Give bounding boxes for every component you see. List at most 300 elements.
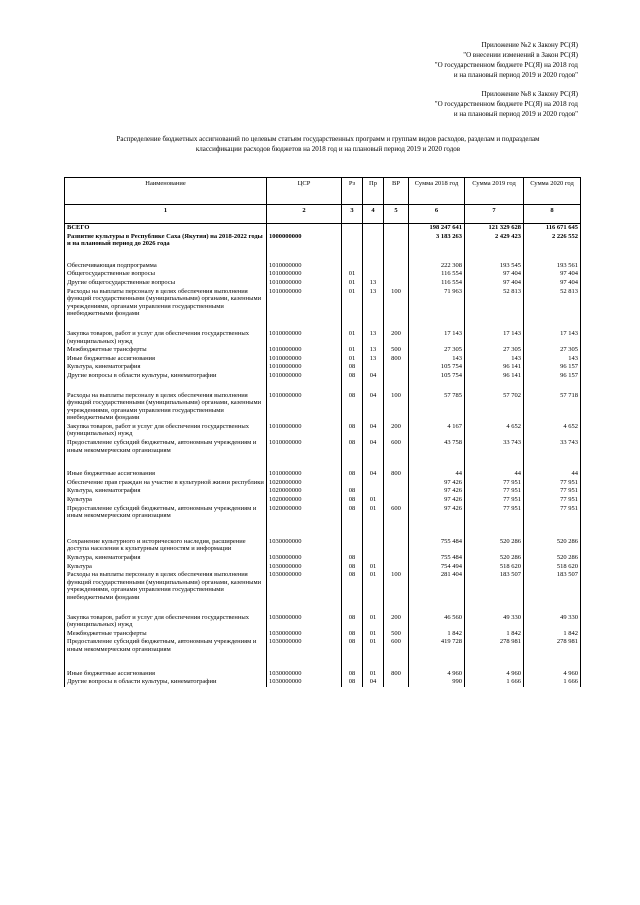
cell-rz: 08 [342,392,363,423]
table-body [65,224,581,687]
cell-rz: 08 [342,563,363,572]
cell-csr: 1030000000 [267,538,342,554]
cell-s2018: 281 404 [409,571,465,602]
cell-rz: 08 [342,670,363,679]
col-header-csr: ЦСР [267,178,342,205]
cell-s2020: 52 813 [524,288,581,319]
cell-rz [342,224,363,233]
table-row [65,538,581,554]
budget-table [64,177,581,687]
cell-name: Культура [65,496,267,505]
table-row [65,678,581,687]
column-number-row [65,205,581,224]
cell-csr: 1020000000 [267,496,342,505]
cell-s2020: 77 951 [524,487,581,496]
col-number: 8 [524,205,581,224]
cell-pr: 01 [363,505,384,521]
cell-vr [384,262,409,271]
document-heading [78,134,578,154]
col-header-sum-2019: Сумма 2019 год [465,178,524,205]
table-row [65,470,581,479]
cell-name: Расходы на выплаты персоналу в целях обеспечения выполнения функций государственными (муниципальными) органами, казенными учреждениями, органами управления государственными внебюджетными фондами [65,571,267,602]
cell-name: Закупка товаров, работ и услуг для обеспечения государственных (муниципальных) нужд [65,614,267,630]
cell-s2020: 2 226 552 [524,233,581,249]
cell-pr: 01 [363,571,384,602]
cell-s2020: 33 743 [524,439,581,455]
cell-pr [363,262,384,271]
cell-csr: 1010000000 [267,363,342,372]
cell-s2020: 143 [524,355,581,364]
cell-s2019: 121 329 628 [465,224,524,233]
cell-s2018: 419 728 [409,638,465,654]
table-row [65,355,581,364]
cell-pr [363,487,384,496]
cell-name: Межбюджетные трансферты [65,346,267,355]
cell-vr: 600 [384,505,409,521]
col-number: 4 [363,205,384,224]
spacer-cell [465,381,524,392]
cell-rz: 08 [342,614,363,630]
cell-rz: 08 [342,470,363,479]
cell-csr: 1010000000 [267,423,342,439]
cell-s2020: 193 561 [524,262,581,271]
cell-s2019: 49 330 [465,614,524,630]
spacer-cell [465,521,524,538]
cell-s2018: 754 494 [409,563,465,572]
cell-vr: 100 [384,288,409,319]
cell-csr: 1010000000 [267,470,342,479]
cell-vr [384,538,409,554]
table-row [65,554,581,563]
spacer-cell [65,381,267,392]
cell-s2020: 49 330 [524,614,581,630]
table-row [65,630,581,639]
spacer-cell [342,249,363,262]
table-row [65,496,581,505]
table-row [65,563,581,572]
cell-rz: 08 [342,630,363,639]
cell-rz [342,479,363,488]
spacer-cell [342,455,363,470]
cell-vr: 600 [384,439,409,455]
cell-vr [384,563,409,572]
appendix-8-header [435,89,578,119]
cell-csr: 1010000000 [267,392,342,423]
cell-s2020: 1 842 [524,630,581,639]
cell-s2020: 183 507 [524,571,581,602]
cell-rz: 01 [342,270,363,279]
cell-pr: 01 [363,670,384,679]
cell-s2020: 278 981 [524,638,581,654]
cell-s2018: 4 167 [409,423,465,439]
col-header-sum-2020: Сумма 2020 год [524,178,581,205]
cell-s2018: 116 554 [409,279,465,288]
appendix-2-line: "О внесении изменений в Закон РС(Я) [463,51,578,59]
cell-s2019: 1 666 [465,678,524,687]
cell-pr: 13 [363,279,384,288]
table-row [65,439,581,455]
cell-s2019: 77 951 [465,487,524,496]
cell-s2019: 143 [465,355,524,364]
cell-name: Расходы на выплаты персоналу в целях обеспечения выполнения функций государственными (муниципальными) органами, казенными учреждениями, органами управления государственными внебюджетными фондами [65,392,267,423]
cell-vr [384,363,409,372]
cell-name: Предоставление субсидий бюджетным, автономным учреждениям и иным некоммерческим организациям [65,505,267,521]
cell-s2018: 1 842 [409,630,465,639]
spacer-cell [384,455,409,470]
cell-s2019: 77 951 [465,479,524,488]
cell-s2020: 97 404 [524,279,581,288]
spacer-cell [384,521,409,538]
spacer-cell [363,455,384,470]
cell-rz: 08 [342,496,363,505]
spacer-cell [65,655,267,670]
cell-csr: 1010000000 [267,279,342,288]
cell-s2019: 518 620 [465,563,524,572]
cell-vr [384,279,409,288]
cell-pr: 01 [363,563,384,572]
spacer-cell [363,655,384,670]
spacer-cell [342,319,363,330]
cell-pr [363,554,384,563]
row-spacer [65,381,581,392]
cell-name: Предоставление субсидий бюджетным, автономным учреждениям и иным некоммерческим организациям [65,439,267,455]
cell-rz: 08 [342,638,363,654]
table-row [65,233,581,249]
cell-s2020: 57 718 [524,392,581,423]
cell-pr: 13 [363,330,384,346]
row-spacer [65,319,581,330]
cell-rz: 01 [342,330,363,346]
cell-s2018: 71 963 [409,288,465,319]
cell-s2018: 105 754 [409,363,465,372]
table-row [65,487,581,496]
cell-name: Культура, кинематография [65,554,267,563]
appendix-8-line: Приложение №8 к Закону РС(Я) [481,90,578,98]
cell-pr [363,363,384,372]
cell-rz: 08 [342,554,363,563]
cell-csr: 1010000000 [267,355,342,364]
cell-name: Обеспечивающая подпрограмма [65,262,267,271]
table-row [65,423,581,439]
appendix-2-header [435,40,578,80]
spacer-cell [342,521,363,538]
cell-s2020: 96 157 [524,372,581,381]
spacer-cell [465,319,524,330]
heading-line: Распределение бюджетных ассигнований по целевым статьям государственных программ и группам видов расходов, разделам и подразделам [116,135,540,143]
cell-vr: 100 [384,571,409,602]
appendix-8-line: "О государственном бюджете РС(Я) на 2018 год [434,100,578,108]
table-row [65,670,581,679]
cell-rz: 08 [342,363,363,372]
cell-s2020: 1 666 [524,678,581,687]
cell-pr: 04 [363,470,384,479]
spacer-cell [363,381,384,392]
cell-name: Развитие культуры в Республике Саха (Якутия) на 2018-2022 годы и на плановый период до 2026 года [65,233,267,249]
cell-rz: 08 [342,678,363,687]
cell-name: Культура, кинематография [65,363,267,372]
cell-name: Общегосударственные вопросы [65,270,267,279]
cell-rz [342,538,363,554]
cell-csr: 1030000000 [267,630,342,639]
cell-s2019: 44 [465,470,524,479]
spacer-cell [409,655,465,670]
spacer-cell [409,319,465,330]
cell-s2018: 46 560 [409,614,465,630]
cell-name: Закупка товаров, работ и услуг для обеспечения государственных (муниципальных) нужд [65,330,267,346]
row-spacer [65,249,581,262]
cell-rz: 08 [342,372,363,381]
cell-s2018: 222 308 [409,262,465,271]
cell-vr: 800 [384,355,409,364]
cell-s2018: 105 754 [409,372,465,381]
cell-name: ВСЕГО [65,224,267,233]
row-spacer [65,655,581,670]
appendix-2-line: Приложение №2 к Закону РС(Я) [481,41,578,49]
spacer-cell [267,521,342,538]
cell-pr: 04 [363,392,384,423]
cell-vr [384,479,409,488]
cell-s2020: 4 960 [524,670,581,679]
cell-pr [363,233,384,249]
cell-pr: 01 [363,614,384,630]
spacer-cell [384,655,409,670]
col-number: 2 [267,205,342,224]
table-row [65,372,581,381]
cell-vr: 800 [384,470,409,479]
spacer-cell [524,319,581,330]
cell-s2019: 96 141 [465,363,524,372]
cell-rz: 01 [342,288,363,319]
cell-s2018: 97 426 [409,487,465,496]
cell-s2019: 57 702 [465,392,524,423]
spacer-cell [384,603,409,614]
cell-csr: 1010000000 [267,372,342,381]
cell-name: Иные бюджетные ассигнования [65,470,267,479]
spacer-cell [524,521,581,538]
spacer-cell [267,381,342,392]
col-number: 6 [409,205,465,224]
cell-rz: 08 [342,423,363,439]
cell-vr: 800 [384,670,409,679]
cell-pr: 13 [363,346,384,355]
cell-s2019: 97 404 [465,279,524,288]
cell-name: Обеспечение прав граждан на участие в культурной жизни республики [65,479,267,488]
cell-pr: 13 [363,288,384,319]
cell-csr: 1020000000 [267,505,342,521]
table-row [65,479,581,488]
table-row [65,571,581,602]
cell-pr: 13 [363,355,384,364]
cell-s2018: 43 758 [409,439,465,455]
cell-pr: 04 [363,423,384,439]
cell-csr: 1010000000 [267,262,342,271]
heading-line: классификации расходов бюджетов на 2018 год и на плановый период 2019 и 2020 годов [195,145,461,153]
cell-s2018: 97 426 [409,505,465,521]
cell-pr [363,479,384,488]
spacer-cell [267,603,342,614]
cell-vr [384,678,409,687]
cell-csr: 1010000000 [267,346,342,355]
spacer-cell [267,249,342,262]
cell-s2020: 77 951 [524,505,581,521]
cell-s2018: 3 183 263 [409,233,465,249]
spacer-cell [342,655,363,670]
cell-rz: 01 [342,346,363,355]
table-header-row [65,178,581,205]
table-row [65,279,581,288]
cell-s2018: 198 247 641 [409,224,465,233]
cell-rz: 08 [342,487,363,496]
table-row [65,262,581,271]
cell-vr [384,233,409,249]
cell-s2019: 1 842 [465,630,524,639]
col-header-vr: ВР [384,178,409,205]
spacer-cell [384,319,409,330]
cell-s2019: 96 141 [465,372,524,381]
cell-csr: 1020000000 [267,487,342,496]
cell-csr: 1020000000 [267,479,342,488]
cell-rz: 08 [342,439,363,455]
cell-vr: 200 [384,330,409,346]
table-row [65,363,581,372]
spacer-cell [409,455,465,470]
cell-vr [384,554,409,563]
spacer-cell [363,603,384,614]
col-number: 1 [65,205,267,224]
cell-s2020: 27 305 [524,346,581,355]
cell-pr [363,224,384,233]
cell-s2019: 193 545 [465,262,524,271]
spacer-cell [524,603,581,614]
row-spacer [65,521,581,538]
cell-csr: 1010000000 [267,288,342,319]
cell-csr: 1030000000 [267,563,342,572]
cell-pr: 01 [363,496,384,505]
cell-s2018: 97 426 [409,479,465,488]
cell-vr: 600 [384,638,409,654]
cell-vr: 200 [384,614,409,630]
cell-s2018: 755 484 [409,554,465,563]
row-spacer [65,455,581,470]
cell-s2019: 278 981 [465,638,524,654]
spacer-cell [65,319,267,330]
cell-s2019: 520 286 [465,554,524,563]
cell-s2020: 520 286 [524,554,581,563]
spacer-cell [363,249,384,262]
appendix-8-line: и на плановый период 2019 и 2020 годов" [453,110,578,118]
cell-vr [384,270,409,279]
spacer-cell [65,249,267,262]
cell-name: Предоставление субсидий бюджетным, автономным учреждениям и иным некоммерческим организациям [65,638,267,654]
cell-s2019: 2 429 423 [465,233,524,249]
col-number: 5 [384,205,409,224]
cell-vr: 200 [384,423,409,439]
cell-pr [363,270,384,279]
cell-s2019: 77 951 [465,505,524,521]
cell-vr [384,372,409,381]
spacer-cell [524,455,581,470]
cell-csr: 1010000000 [267,330,342,346]
spacer-cell [384,381,409,392]
table-row [65,288,581,319]
col-header-sum-2018: Сумма 2018 год [409,178,465,205]
cell-s2020: 518 620 [524,563,581,572]
cell-s2019: 4 652 [465,423,524,439]
cell-csr: 1030000000 [267,678,342,687]
col-number: 3 [342,205,363,224]
spacer-cell [409,381,465,392]
table-row-total [65,224,581,233]
cell-s2020: 96 157 [524,363,581,372]
cell-name: Расходы на выплаты персоналу в целях обеспечения выполнения функций государственными (муниципальными) органами, казенными учреждениями, органами управления государственными внебюджетными фондами [65,288,267,319]
table-row [65,392,581,423]
cell-csr: 1030000000 [267,670,342,679]
cell-s2020: 44 [524,470,581,479]
cell-csr: 1010000000 [267,439,342,455]
cell-s2020: 97 404 [524,270,581,279]
cell-csr [267,224,342,233]
cell-vr: 500 [384,630,409,639]
cell-rz: 01 [342,279,363,288]
cell-s2018: 57 785 [409,392,465,423]
spacer-cell [267,455,342,470]
cell-vr [384,496,409,505]
cell-rz: 08 [342,505,363,521]
appendix-2-line: "О государственном бюджете РС(Я) на 2018 год [434,61,578,69]
cell-rz [342,262,363,271]
spacer-cell [65,455,267,470]
col-header-pr: Пр [363,178,384,205]
spacer-cell [267,655,342,670]
spacer-cell [524,249,581,262]
cell-name: Иные бюджетные ассигнования [65,355,267,364]
cell-pr: 04 [363,372,384,381]
cell-s2020: 17 143 [524,330,581,346]
cell-name: Другие общегосударственные вопросы [65,279,267,288]
spacer-cell [267,319,342,330]
cell-vr [384,487,409,496]
table-row [65,614,581,630]
cell-s2019: 97 404 [465,270,524,279]
cell-s2019: 520 286 [465,538,524,554]
spacer-cell [384,249,409,262]
spacer-cell [465,455,524,470]
cell-csr: 1000000000 [267,233,342,249]
spacer-cell [409,603,465,614]
table-row [65,346,581,355]
cell-s2019: 33 743 [465,439,524,455]
spacer-cell [65,603,267,614]
table-row [65,505,581,521]
table-row [65,270,581,279]
cell-name: Культура [65,563,267,572]
cell-name: Сохранение культурного и исторического наследия, расширение доступа населения к культурным ценностям и информации [65,538,267,554]
cell-s2018: 17 143 [409,330,465,346]
row-spacer [65,603,581,614]
spacer-cell [342,603,363,614]
cell-s2019: 27 305 [465,346,524,355]
cell-s2020: 116 671 645 [524,224,581,233]
col-header-rz: Рз [342,178,363,205]
cell-s2018: 27 305 [409,346,465,355]
col-header-name: Наименование [65,178,267,205]
cell-pr: 04 [363,439,384,455]
table-row [65,330,581,346]
cell-name: Закупка товаров, работ и услуг для обеспечения государственных (муниципальных) нужд [65,423,267,439]
cell-name: Иные бюджетные ассигнования [65,670,267,679]
cell-s2019: 183 507 [465,571,524,602]
cell-name: Культура, кинематография [65,487,267,496]
